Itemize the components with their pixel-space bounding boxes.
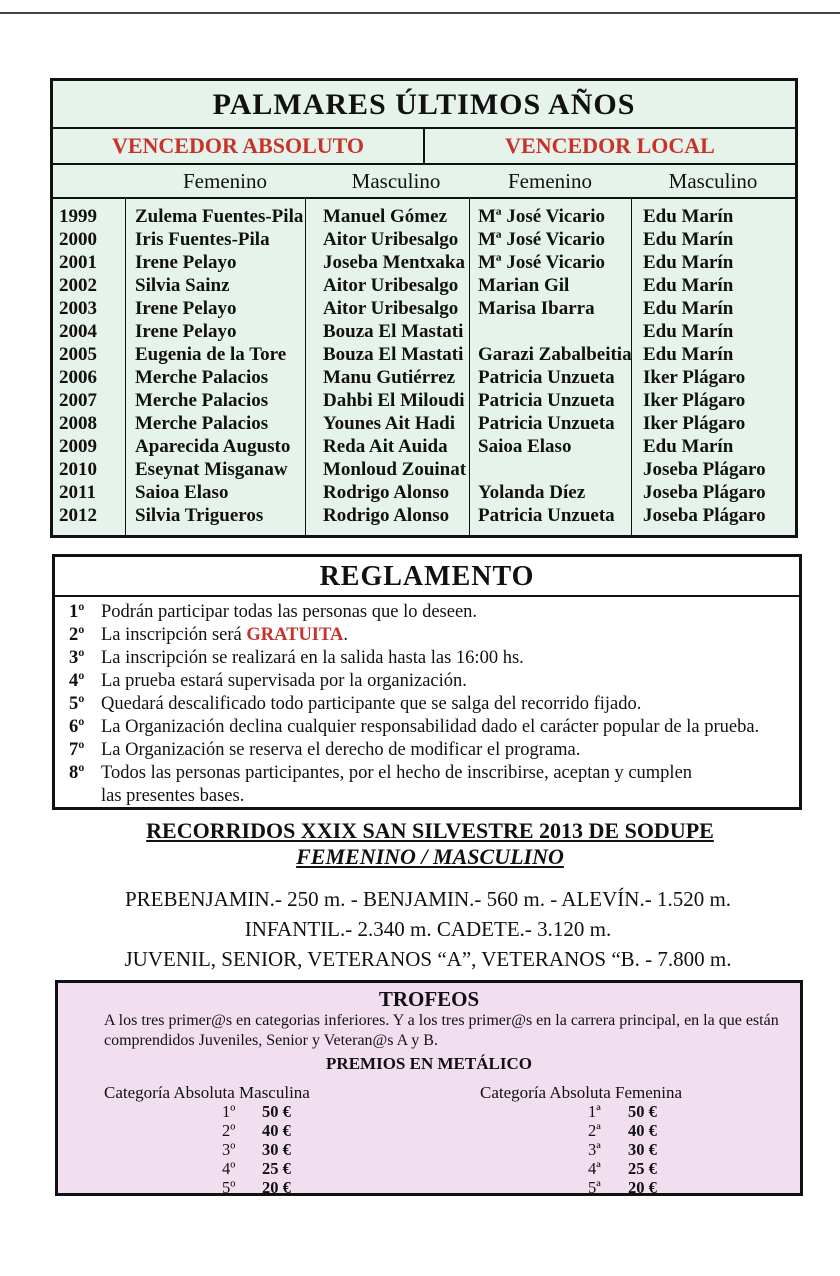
rule-item — [69, 716, 799, 739]
rule-item — [69, 739, 799, 762]
palmares-group-headers — [53, 129, 795, 165]
cell-masculino-absoluto: Younes Ait Hadi — [323, 413, 455, 434]
trofeos-title: TROFEOS — [378, 987, 480, 1011]
rule-text: La inscripción será — [101, 625, 247, 645]
cell-year: 2004 — [59, 321, 97, 342]
rule-item — [69, 762, 799, 785]
cell-masculino-local: Edu Marín — [643, 275, 734, 296]
trofeos-description: A los tres primer@s en categorias inferiores. Y a los tres primer@s en la carrera principal, en la que están comprendidos Juveniles, Senior y Veteran@s A y B. — [104, 1012, 779, 1049]
cell-year: 2011 — [59, 482, 96, 503]
category-masculina-label: Categoría Absoluta Masculina — [104, 1083, 310, 1102]
cell-masculino-absoluto: Reda Ait Auida — [323, 436, 448, 457]
table-row — [53, 251, 795, 274]
cell-femenino-absoluto: Merche Palacios — [135, 390, 269, 411]
prize-amount: 50 € — [628, 1102, 657, 1121]
cell-femenino-local: Mª José Vicario — [478, 206, 606, 227]
table-row — [53, 205, 795, 228]
cell-femenino-absoluto: Irene Pelayo — [135, 252, 237, 273]
cell-year: 2002 — [59, 275, 97, 296]
cell-masculino-local: Joseba Plágaro — [643, 482, 766, 503]
recorridos-title: RECORRIDOS XXIX SAN SILVESTRE 2013 DE SODUPE — [146, 818, 714, 843]
cell-masculino-local: Edu Marín — [643, 252, 734, 273]
cell-year: 2000 — [59, 229, 97, 250]
prize-position: 5ª — [588, 1178, 601, 1197]
cell-year: 2009 — [59, 436, 97, 457]
cell-masculino-local: Iker Plágaro — [643, 367, 746, 388]
rule-number: 2º — [69, 625, 85, 645]
reglamento-box — [52, 554, 802, 810]
palmares-sub-headers — [53, 165, 795, 199]
rule-text: Podrán participar todas las personas que lo deseen. — [101, 602, 478, 622]
rule-text: La inscripción se realizará en la salida hasta las 16:00 hs. — [101, 648, 524, 668]
cell-femenino-absoluto: Merche Palacios — [135, 413, 269, 434]
cell-masculino-local: Edu Marín — [643, 229, 734, 250]
cell-femenino-local: Patricia Unzueta — [478, 390, 615, 411]
distance-line: INFANTIL.- 2.340 m. CADETE.- 3.120 m. — [244, 917, 612, 941]
rule-number: 8º — [69, 763, 85, 783]
cell-femenino-absoluto: Eugenia de la Tore — [135, 344, 287, 365]
palmares-table — [50, 78, 798, 538]
cell-masculino-absoluto: Manu Gutiérrez — [323, 367, 456, 388]
prize-amount: 20 € — [262, 1178, 291, 1197]
cell-femenino-absoluto: Silvia Sainz — [135, 275, 230, 296]
rule-highlight: GRATUITA — [246, 625, 344, 645]
cell-year: 1999 — [59, 206, 97, 227]
subheader-femenino-local: Femenino — [508, 169, 592, 193]
cell-femenino-local: Garazi Zabalbeitia — [478, 344, 632, 365]
cell-femenino-local: Patricia Unzueta — [478, 505, 615, 526]
cell-year: 2008 — [59, 413, 97, 434]
palmares-rows — [53, 205, 795, 527]
prize-amount: 40 € — [628, 1121, 657, 1140]
prize-position: 4ª — [588, 1159, 601, 1178]
prize-position: 3º — [222, 1140, 236, 1159]
header-vencedor-local: VENCEDOR LOCAL — [423, 129, 795, 163]
table-row — [53, 228, 795, 251]
cell-masculino-absoluto: Aitor Uribesalgo — [323, 229, 459, 250]
rule-text-end: . — [343, 625, 348, 645]
recorridos-subtitle: FEMENINO / MASCULINO — [296, 844, 564, 869]
table-row — [53, 366, 795, 389]
cell-masculino-local: Edu Marín — [643, 344, 734, 365]
rule-text: las presentes bases. — [101, 786, 245, 806]
cell-femenino-local: Marisa Ibarra — [478, 298, 595, 319]
cell-femenino-absoluto: Irene Pelayo — [135, 298, 237, 319]
cell-masculino-absoluto: Bouza El Mastati — [323, 344, 464, 365]
subheader-femenino-absoluto: Femenino — [183, 169, 267, 193]
cell-masculino-local: Edu Marín — [643, 206, 734, 227]
cell-femenino-local: Marian Gil — [478, 275, 570, 296]
rule-item — [69, 647, 799, 670]
table-row — [53, 297, 795, 320]
cell-masculino-local: Edu Marín — [643, 436, 734, 457]
cell-femenino-local: Mª José Vicario — [478, 229, 606, 250]
cell-femenino-local: Saioa Elaso — [478, 436, 572, 457]
cell-femenino-absoluto: Zulema Fuentes-Pila — [135, 206, 304, 227]
prize-position: 2º — [222, 1121, 236, 1140]
rule-text: La Organización se reserva el derecho de modificar el programa. — [101, 740, 581, 760]
distance-line: JUVENIL, SENIOR, VETERANOS “A”, VETERANOS “B. - 7.800 m. — [124, 947, 732, 971]
rule-number: 3º — [69, 648, 85, 668]
rule-item — [69, 601, 799, 624]
distance-line: PREBENJAMIN.- 250 m. - BENJAMIN.- 560 m. - ALEVÍN.- 1.520 m. — [124, 887, 732, 911]
prize-amount: 20 € — [628, 1178, 657, 1197]
subheader-masculino-local: Masculino — [668, 169, 758, 193]
table-row — [53, 343, 795, 366]
cell-femenino-absoluto: Iris Fuentes-Pila — [135, 229, 270, 250]
cell-femenino-local: Mª José Vicario — [478, 252, 606, 273]
cell-femenino-absoluto: Saioa Elaso — [135, 482, 229, 503]
table-row — [53, 320, 795, 343]
cell-masculino-local: Edu Marín — [643, 298, 734, 319]
subheader-masculino-absoluto: Masculino — [351, 169, 441, 193]
cell-femenino-absoluto: Eseynat Misganaw — [135, 459, 288, 480]
premios-title: PREMIOS EN METÁLICO — [326, 1054, 532, 1073]
rule-continuation — [69, 785, 799, 808]
cell-masculino-local: Joseba Plágaro — [643, 505, 766, 526]
cell-masculino-absoluto: Rodrigo Alonso — [323, 482, 450, 503]
cell-year: 2007 — [59, 390, 97, 411]
prize-amount: 25 € — [628, 1159, 657, 1178]
rule-number: 4º — [69, 671, 85, 691]
cell-year: 2001 — [59, 252, 97, 273]
cell-masculino-absoluto: Bouza El Mastati — [323, 321, 464, 342]
category-femenina-label: Categoría Absoluta Femenina — [480, 1083, 683, 1102]
palmares-grid — [53, 199, 795, 535]
cell-femenino-absoluto: Irene Pelayo — [135, 321, 237, 342]
cell-masculino-absoluto: Joseba Mentxaka — [323, 252, 465, 273]
prize-position: 1ª — [588, 1102, 601, 1121]
cell-masculino-local: Iker Plágaro — [643, 390, 746, 411]
header-vencedor-absoluto: VENCEDOR ABSOLUTO — [111, 133, 365, 158]
cell-femenino-local: Yolanda Díez — [478, 482, 586, 503]
rule-text: Quedará descalificado todo participante que se salga del recorrido fijado. — [101, 694, 642, 714]
cell-femenino-absoluto: Silvia Trigueros — [135, 505, 264, 526]
rule-number: 7º — [69, 740, 85, 760]
rule-item — [69, 624, 799, 647]
rule-text: Todos las personas participantes, por el hecho de inscribirse, aceptan y cumplen — [101, 763, 693, 783]
cell-femenino-local: Patricia Unzueta — [478, 413, 615, 434]
cell-masculino-local: Iker Plágaro — [643, 413, 746, 434]
prize-amount: 50 € — [262, 1102, 291, 1121]
cell-year: 2003 — [59, 298, 97, 319]
table-row — [53, 389, 795, 412]
table-row — [53, 504, 795, 527]
prize-position: 5º — [222, 1178, 236, 1197]
cell-masculino-absoluto: Monloud Zouinat — [323, 459, 467, 480]
cell-masculino-absoluto: Rodrigo Alonso — [323, 505, 450, 526]
prize-position: 2ª — [588, 1121, 601, 1140]
prize-amount: 30 € — [262, 1140, 291, 1159]
cell-masculino-local: Edu Marín — [643, 321, 734, 342]
table-row — [53, 412, 795, 435]
cell-femenino-local: Patricia Unzueta — [478, 367, 615, 388]
reglamento-title: REGLAMENTO — [55, 557, 799, 597]
cell-masculino-absoluto: Aitor Uribesalgo — [323, 298, 459, 319]
rule-number: 5º — [69, 694, 85, 714]
cell-year: 2006 — [59, 367, 97, 388]
table-row — [53, 274, 795, 297]
cell-masculino-absoluto: Aitor Uribesalgo — [323, 275, 459, 296]
rule-item — [69, 670, 799, 693]
prize-amount: 30 € — [628, 1140, 657, 1159]
trofeos-box — [55, 980, 803, 1196]
cell-year: 2012 — [59, 505, 97, 526]
prize-position: 3ª — [588, 1140, 601, 1159]
rule-text: La Organización declina cualquier responsabilidad dado el carácter popular de la prueba. — [101, 717, 760, 737]
cell-masculino-local: Joseba Plágaro — [643, 459, 766, 480]
cell-masculino-absoluto: Dahbi El Miloudi — [323, 390, 465, 411]
rule-text: La prueba estará supervisada por la organización. — [101, 671, 467, 691]
cell-femenino-absoluto: Merche Palacios — [135, 367, 269, 388]
prize-position: 4º — [222, 1159, 236, 1178]
palmares-title: PALMARES ÚLTIMOS AÑOS — [53, 81, 795, 129]
table-row — [53, 435, 795, 458]
reglamento-rules — [55, 597, 799, 808]
top-rule — [0, 12, 840, 14]
cell-year: 2010 — [59, 459, 97, 480]
prize-amount: 25 € — [262, 1159, 291, 1178]
prize-position: 1º — [222, 1102, 236, 1121]
cell-masculino-absoluto: Manuel Gómez — [323, 206, 448, 227]
cell-femenino-absoluto: Aparecida Augusto — [135, 436, 291, 457]
rule-number: 1º — [69, 602, 85, 622]
cell-year: 2005 — [59, 344, 97, 365]
table-row — [53, 481, 795, 504]
rule-item — [69, 693, 799, 716]
prize-amount: 40 € — [262, 1121, 291, 1140]
rule-number: 6º — [69, 717, 85, 737]
table-row — [53, 458, 795, 481]
